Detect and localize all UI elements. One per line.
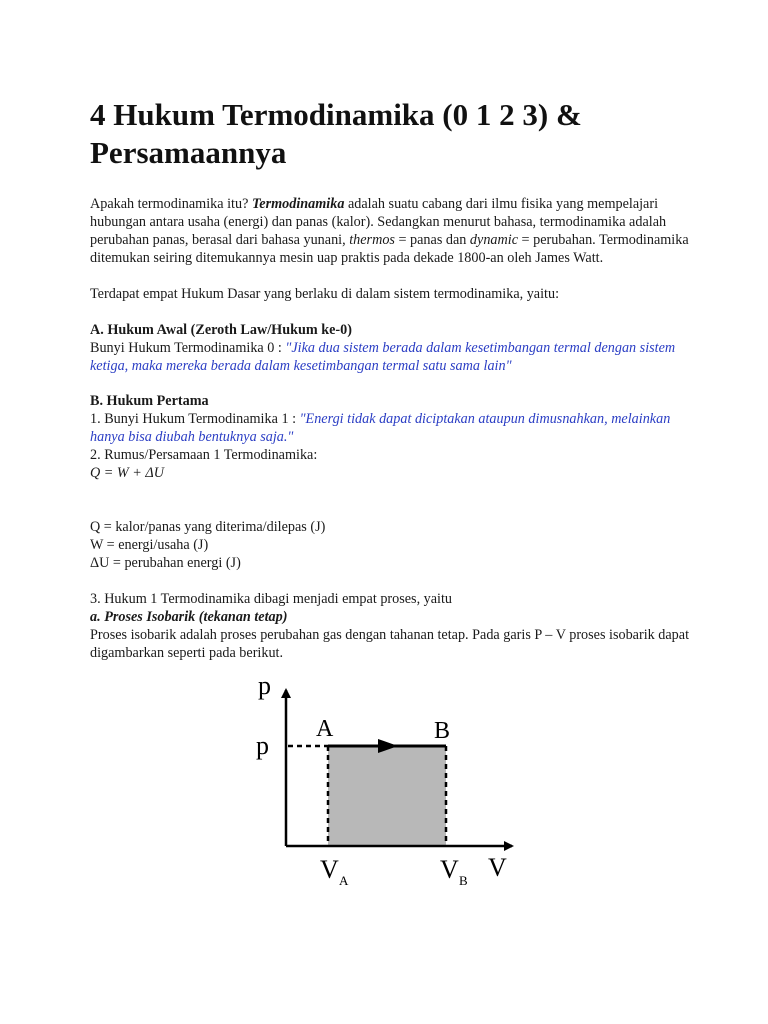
vb-label: V bbox=[440, 855, 459, 884]
pv-diagram-svg bbox=[250, 668, 530, 898]
intro-text-1: adalah suatu cabang dari ilmu fisika yang mempelajari hubungan antara usaha (energi) dan panas (kalor). Sedangkan menurut bahasa, termodinamika adalah perubahan panas, berasal dari bahasa yunani, bbox=[90, 196, 667, 248]
section-b-item-3: 3. Hukum 1 Termodinamika dibagi menjadi empat proses, yaitu bbox=[90, 591, 453, 607]
term-termodinamika: Termodinamika bbox=[251, 196, 345, 212]
article-title: 4 Hukum Termodinamika (0 1 2 3) & Persamaannya bbox=[90, 97, 582, 170]
first-law-equation: Q = W + ΔU bbox=[90, 465, 164, 481]
vb-subscript: B bbox=[459, 873, 468, 888]
definition-delta-u: ΔU = perubahan energi (J) bbox=[90, 555, 241, 571]
definition-q: Q = kalor/panas yang diterima/dilepas (J) bbox=[90, 519, 326, 535]
intro-text-3: = perubahan. Termodinamika ditemukan seiring ditemukannya mesin uap praktis pada dekade 1800-an oleh James Watt. bbox=[90, 232, 689, 266]
section-a-heading: A. Hukum Awal (Zeroth Law/Hukum ke-0) bbox=[90, 322, 352, 338]
va-subscript: A bbox=[339, 873, 349, 888]
isobaric-text: Proses isobarik adalah proses perubahan gas dengan tahanan tetap. Pada garis P – V proses isobarik dapat digambarkan seperti pada berikut. bbox=[90, 627, 690, 661]
term-dynamic: dynamic bbox=[469, 232, 518, 248]
laws-intro: Terdapat empat Hukum Dasar yang berlaku di dalam sistem termodinamika, yaitu: bbox=[90, 286, 560, 302]
isobaric-heading: a. Proses Isobarik (tekanan tetap) bbox=[90, 609, 288, 625]
term-thermos: thermos bbox=[349, 232, 395, 248]
work-area-shading bbox=[328, 746, 446, 846]
section-b-heading: B. Hukum Pertama bbox=[90, 393, 209, 409]
point-a-label: A bbox=[316, 716, 334, 742]
p-level-label: p bbox=[256, 731, 269, 760]
x-axis-label: V bbox=[488, 853, 507, 882]
isobaric-pv-diagram bbox=[250, 668, 530, 898]
section-b-item-1 bbox=[90, 410, 690, 446]
section-b-item-2: 2. Rumus/Persamaan 1 Termodinamika: bbox=[90, 447, 318, 463]
y-axis-label: p bbox=[258, 671, 271, 700]
section-a-lead: Bunyi Hukum Termodinamika 0 : bbox=[90, 340, 286, 356]
intro-paragraph bbox=[90, 195, 690, 267]
article bbox=[90, 96, 690, 662]
section-b-item-1-lead: 1. Bunyi Hukum Termodinamika 1 : bbox=[90, 411, 300, 427]
definition-w: W = energi/usaha (J) bbox=[90, 537, 209, 553]
section-b-item-1-quote: "Energi tidak dapat diciptakan ataupun dimusnahkan, melainkan hanya bisa diubah bentuknya saja." bbox=[90, 411, 671, 445]
intro-question: Apakah termodinamika itu? bbox=[90, 196, 252, 212]
va-label: V bbox=[320, 855, 339, 884]
intro-text-2: = panas dan bbox=[394, 232, 470, 248]
point-b-label: B bbox=[434, 718, 451, 744]
section-a-text bbox=[90, 339, 690, 375]
section-a-quote: "Jika dua sistem berada dalam kesetimbangan termal dengan sistem ketiga, maka mereka berada dalam kesetimbangan termal satu sama lain" bbox=[90, 340, 676, 374]
